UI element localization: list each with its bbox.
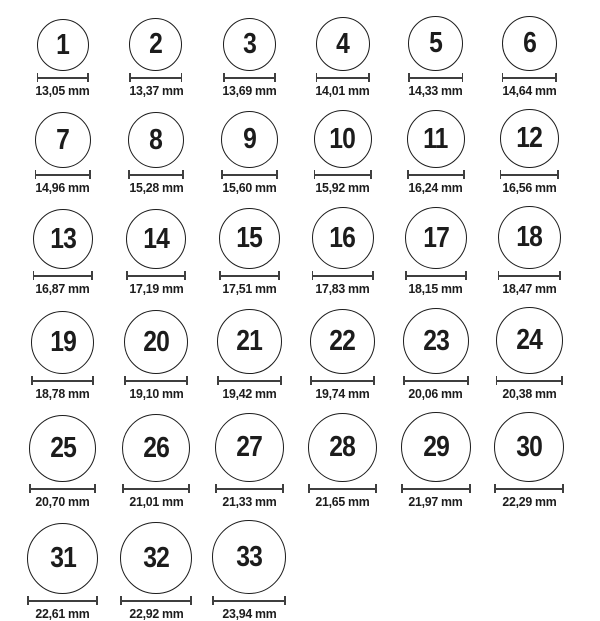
diameter-measure-line [498, 271, 561, 280]
diameter-label: 16,56 mm [502, 180, 557, 195]
ring-size-number: 8 [149, 123, 163, 156]
measure-bar [35, 174, 91, 176]
diameter-measure-line [212, 596, 286, 605]
ring-size-cell [109, 522, 202, 621]
ring-size-number: 2 [149, 28, 163, 60]
ring-size-cell [482, 109, 575, 195]
diameter-measure-line [215, 484, 284, 493]
measure-tick-right-icon [186, 376, 188, 385]
ring-size-cell [296, 110, 389, 195]
diameter-label: 14,01 mm [315, 83, 370, 98]
ring-size-cell [203, 111, 296, 195]
measure-bar [219, 275, 280, 277]
ring-circle [29, 415, 96, 482]
diameter-measure-line [217, 376, 282, 385]
measure-tick-right-icon [375, 484, 377, 493]
diameter-label: 15,60 mm [222, 180, 277, 195]
diameter-label: 20,06 mm [408, 386, 463, 401]
measure-tick-right-icon [373, 376, 375, 385]
ring-size-cell [482, 16, 575, 98]
diameter-measure-line [401, 484, 471, 493]
ring-size-number: 27 [236, 431, 263, 463]
ring-size-cell [203, 208, 296, 296]
ring-circle [403, 308, 469, 374]
ring-size-number: 19 [49, 326, 76, 358]
measure-bar [215, 488, 284, 490]
diameter-label: 18,15 mm [408, 281, 463, 296]
ring-size-row [16, 109, 576, 195]
ring-size-number: 12 [516, 122, 542, 154]
diameter-measure-line [312, 271, 374, 280]
measure-tick-right-icon [278, 271, 280, 280]
diameter-label: 17,51 mm [222, 281, 277, 296]
ring-circle [496, 307, 563, 374]
ring-size-cell [296, 17, 389, 98]
ring-size-row [16, 307, 576, 401]
diameter-label: 19,10 mm [128, 386, 183, 401]
measure-tick-right-icon [284, 596, 286, 605]
ring-circle [35, 112, 91, 168]
diameter-label: 17,19 mm [128, 281, 183, 296]
diameter-label: 17,83 mm [315, 281, 370, 296]
ring-circle [401, 412, 471, 482]
measure-tick-right-icon [276, 170, 278, 179]
ring-size-number: 6 [522, 27, 536, 59]
measure-bar [217, 380, 282, 382]
measure-bar [403, 380, 469, 382]
measure-bar [496, 380, 563, 382]
diameter-label: 23,94 mm [222, 606, 277, 621]
diameter-measure-line [502, 73, 557, 82]
diameter-label: 18,47 mm [502, 281, 557, 296]
ring-size-cell [109, 209, 202, 296]
measure-bar [128, 174, 184, 176]
measure-bar [405, 275, 467, 277]
ring-size-number: 9 [242, 123, 256, 155]
ring-circle [37, 19, 89, 71]
ring-circle [314, 110, 372, 168]
diameter-label: 19,74 mm [315, 386, 370, 401]
ring-size-number: 13 [49, 222, 76, 255]
ring-size-cell [482, 206, 575, 296]
diameter-measure-line [500, 170, 559, 179]
measure-tick-right-icon [92, 376, 94, 385]
measure-bar [500, 174, 559, 176]
ring-size-cell [296, 309, 389, 401]
diameter-measure-line [403, 376, 469, 385]
ring-size-cell [109, 414, 202, 509]
ring-size-cell [203, 520, 296, 621]
diameter-measure-line [124, 376, 188, 385]
diameter-label: 21,33 mm [222, 494, 277, 509]
measure-tick-right-icon [462, 73, 464, 82]
ring-size-number: 26 [143, 431, 169, 464]
ring-size-number: 33 [236, 540, 263, 573]
diameter-measure-line [129, 73, 182, 82]
ring-circle [308, 413, 377, 482]
measure-bar [308, 488, 377, 490]
ring-size-number: 3 [242, 28, 256, 60]
ring-size-cell [389, 16, 482, 98]
diameter-label: 13,37 mm [128, 83, 183, 98]
ring-size-cell [389, 207, 482, 296]
ring-size-number: 7 [56, 123, 70, 156]
diameter-label: 19,42 mm [222, 386, 277, 401]
diameter-label: 20,70 mm [35, 494, 90, 509]
ring-size-cell [296, 207, 389, 296]
diameter-measure-line [316, 73, 370, 82]
ring-size-cell [16, 311, 109, 401]
diameter-measure-line [120, 596, 192, 605]
measure-tick-right-icon [282, 484, 284, 493]
measure-bar [221, 174, 278, 176]
measure-tick-right-icon [94, 484, 96, 493]
ring-size-cell [16, 209, 109, 296]
ring-size-cell [16, 415, 109, 509]
ring-size-number: 25 [49, 432, 76, 464]
ring-size-number: 22 [329, 325, 356, 357]
ring-circle [316, 17, 370, 71]
diameter-label: 22,29 mm [502, 494, 557, 509]
diameter-measure-line [405, 271, 467, 280]
measure-bar [29, 488, 96, 490]
measure-tick-right-icon [368, 73, 370, 82]
ring-size-cell [16, 112, 109, 195]
diameter-measure-line [128, 170, 184, 179]
diameter-label: 21,01 mm [128, 494, 183, 509]
ring-size-number: 24 [516, 324, 542, 356]
measure-tick-right-icon [280, 376, 282, 385]
measure-tick-right-icon [96, 596, 98, 605]
ring-circle [120, 522, 192, 594]
ring-size-number: 18 [516, 221, 542, 253]
measure-tick-right-icon [182, 170, 184, 179]
measure-bar [314, 174, 372, 176]
diameter-measure-line [408, 73, 463, 82]
ring-circle [223, 18, 276, 71]
measure-tick-right-icon [465, 271, 467, 280]
ring-circle [122, 414, 190, 482]
measure-bar [310, 380, 375, 382]
ring-size-number: 32 [143, 541, 169, 574]
diameter-measure-line [29, 484, 96, 493]
measure-tick-right-icon [87, 73, 89, 82]
diameter-measure-line [496, 376, 563, 385]
ring-circle [405, 207, 467, 269]
measure-bar [33, 275, 93, 277]
ring-size-cell [109, 112, 202, 195]
measure-tick-right-icon [188, 484, 190, 493]
diameter-label: 16,24 mm [408, 180, 463, 195]
ring-size-number: 5 [429, 27, 443, 59]
diameter-measure-line [221, 170, 278, 179]
ring-circle [312, 207, 374, 269]
diameter-label: 14,64 mm [502, 83, 557, 98]
measure-tick-right-icon [559, 271, 561, 280]
diameter-measure-line [27, 596, 98, 605]
measure-bar [129, 77, 182, 79]
measure-tick-right-icon [372, 271, 374, 280]
ring-circle [126, 209, 186, 269]
diameter-label: 15,28 mm [128, 180, 183, 195]
ring-size-cell [109, 18, 202, 98]
measure-bar [27, 600, 98, 602]
ring-size-number: 17 [422, 221, 449, 254]
ring-circle [33, 209, 93, 269]
ring-size-cell [203, 413, 296, 509]
diameter-measure-line [126, 271, 186, 280]
ring-circle [498, 206, 561, 269]
ring-circle [500, 109, 559, 168]
diameter-label: 22,92 mm [128, 606, 183, 621]
diameter-label: 21,65 mm [315, 494, 370, 509]
ring-circle [27, 523, 98, 594]
measure-tick-right-icon [184, 271, 186, 280]
diameter-label: 13,69 mm [222, 83, 277, 98]
diameter-label: 16,87 mm [35, 281, 90, 296]
measure-tick-right-icon [181, 73, 183, 82]
measure-bar [502, 77, 557, 79]
measure-bar [122, 488, 190, 490]
ring-circle [217, 309, 282, 374]
ring-size-cell [389, 308, 482, 401]
measure-tick-right-icon [557, 170, 559, 179]
measure-tick-right-icon [561, 376, 563, 385]
ring-circle [215, 413, 284, 482]
ring-size-cell [16, 19, 109, 98]
diameter-measure-line [35, 170, 91, 179]
measure-bar [223, 77, 276, 79]
measure-bar [312, 275, 374, 277]
ring-circle [128, 112, 184, 168]
ring-size-number: 14 [143, 222, 169, 255]
measure-bar [498, 275, 561, 277]
measure-tick-right-icon [370, 170, 372, 179]
diameter-measure-line [31, 376, 94, 385]
measure-bar [401, 488, 471, 490]
measure-bar [407, 174, 465, 176]
ring-circle [219, 208, 280, 269]
measure-tick-right-icon [190, 596, 192, 605]
measure-tick-right-icon [562, 484, 564, 493]
diameter-measure-line [223, 73, 276, 82]
diameter-measure-line [37, 73, 89, 82]
ring-size-cell [482, 412, 575, 509]
ring-size-number: 29 [422, 430, 449, 463]
measure-tick-right-icon [463, 170, 465, 179]
ring-circle [407, 110, 465, 168]
ring-size-number: 30 [516, 430, 542, 463]
ring-size-number: 31 [49, 542, 76, 574]
diameter-measure-line [310, 376, 375, 385]
ring-size-number: 21 [236, 325, 263, 357]
ring-size-number: 23 [422, 324, 449, 357]
ring-circle [124, 310, 188, 374]
measure-bar [37, 77, 89, 79]
measure-bar [31, 380, 94, 382]
diameter-label: 22,61 mm [35, 606, 90, 621]
measure-tick-right-icon [89, 170, 91, 179]
measure-tick-right-icon [467, 376, 469, 385]
diameter-label: 21,97 mm [408, 494, 463, 509]
ring-circle [212, 520, 286, 594]
ring-size-number: 10 [329, 122, 356, 155]
diameter-measure-line [407, 170, 465, 179]
diameter-label: 15,92 mm [315, 180, 370, 195]
ring-size-number: 11 [423, 122, 449, 155]
ring-size-row [16, 206, 576, 296]
ring-circle [310, 309, 375, 374]
ring-size-number: 28 [329, 431, 356, 463]
ring-size-number: 4 [336, 27, 349, 60]
ring-circle [31, 311, 94, 374]
diameter-measure-line [219, 271, 280, 280]
ring-size-number: 16 [329, 221, 356, 254]
ring-circle [502, 16, 557, 71]
measure-tick-right-icon [555, 73, 557, 82]
diameter-measure-line [308, 484, 377, 493]
measure-bar [120, 600, 192, 602]
ring-size-cell [203, 309, 296, 401]
measure-tick-right-icon [274, 73, 276, 82]
ring-size-number: 15 [236, 222, 263, 254]
measure-bar [126, 275, 186, 277]
ring-circle [494, 412, 564, 482]
ring-circle [408, 16, 463, 71]
measure-bar [212, 600, 286, 602]
ring-size-cell [389, 110, 482, 195]
measure-bar [494, 488, 564, 490]
ring-size-cell [389, 412, 482, 509]
measure-bar [124, 380, 188, 382]
measure-tick-right-icon [469, 484, 471, 493]
measure-tick-right-icon [91, 271, 93, 280]
diameter-measure-line [33, 271, 93, 280]
ring-circle [129, 18, 182, 71]
ring-size-cell [109, 310, 202, 401]
ring-size-cell [203, 18, 296, 98]
diameter-label: 18,78 mm [35, 386, 90, 401]
measure-bar [408, 77, 463, 79]
diameter-label: 14,33 mm [408, 83, 463, 98]
ring-size-number: 1 [56, 28, 70, 61]
diameter-measure-line [494, 484, 564, 493]
ring-size-cell [16, 523, 109, 621]
diameter-measure-line [122, 484, 190, 493]
ring-size-row [16, 412, 576, 509]
ring-size-cell [482, 307, 575, 401]
diameter-label: 20,38 mm [502, 386, 557, 401]
measure-bar [316, 77, 370, 79]
diameter-label: 14,96 mm [35, 180, 90, 195]
ring-size-row [16, 16, 576, 98]
ring-size-number: 20 [143, 325, 169, 358]
ring-size-cell [296, 413, 389, 509]
diameter-measure-line [314, 170, 372, 179]
diameter-label: 13,05 mm [35, 83, 90, 98]
ring-size-row [16, 520, 576, 621]
ring-circle [221, 111, 278, 168]
